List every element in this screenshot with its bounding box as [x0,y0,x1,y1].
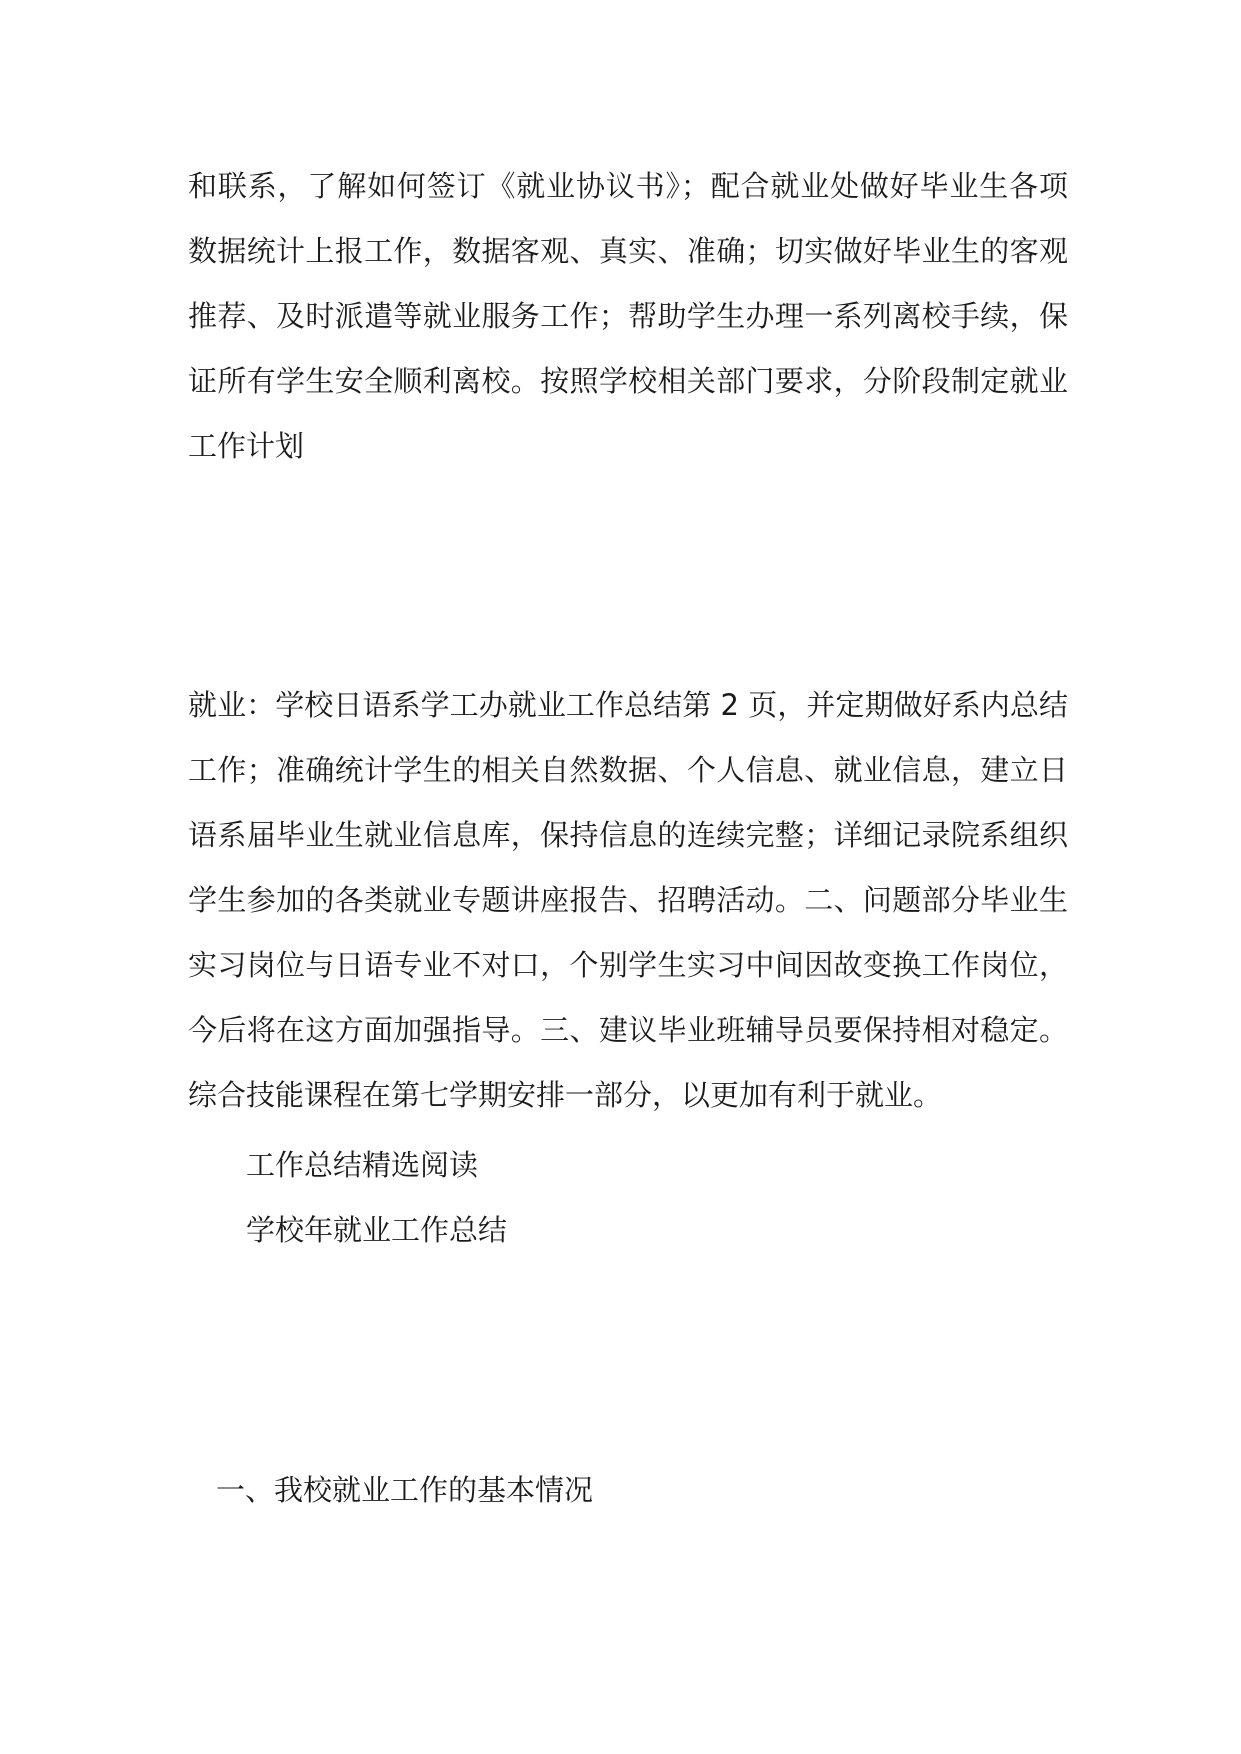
body-paragraph: 就业：学校日语系学工办就业工作总结第 2 页，并定期做好系内总结工作；准确统计学生的相关自然数据、个人信息、就业信息，建立日语系届毕业生就业信息库，保持信息的连续完整；详细记录院系组织学生参加的各类就业专题讲座报告、招聘活动。二、问题部分毕业生实习岗位与日语专业不对口，个别学生实习中间因故变换工作岗位，今后将在这方面加强指导。三、建议毕业班辅导员要保持相对稳定。综合技能课程在第七学期安排一部分，以更加有利于就业。 [188,688,1068,1112]
body-paragraph: 和联系，了解如何签订《就业协议书》；配合就业处做好毕业生各项数据统计上报工作，数据客观、真实、准确；切实做好毕业生的客观推荐、及时派遣等就业服务工作；帮助学生办理一系列离校手续，保证所有学生安全顺利离校。按照学校相关部门要求，分阶段制定就业工作计划 [188,169,1068,463]
reading-heading: 工作总结精选阅读 [246,1148,479,1182]
section-heading: 一、我校就业工作的基本情况 [216,1473,594,1507]
article-title: 学校年就业工作总结 [246,1213,508,1247]
